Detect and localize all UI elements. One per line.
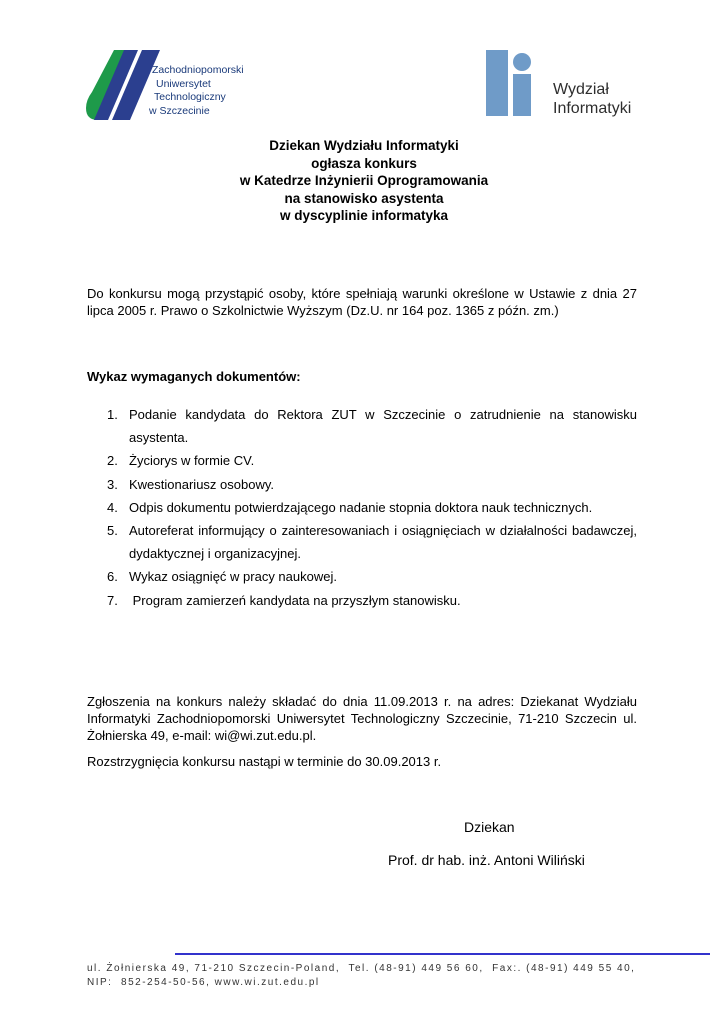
intro-paragraph: Do konkursu mogą przystąpić osoby, które spełniają warunki określone w Ustawie z dnia 27 lipca 2005 r. Prawo o Szkolnictwie Wyższym (Dz.U. nr 164 poz. 1365 z późn. zm.): [87, 286, 637, 318]
list-item-number: 5.: [107, 523, 118, 539]
wi-emblem-icon: [486, 50, 536, 116]
heading-line: w dyscyplinie informatyka: [279, 208, 449, 223]
signature-name: Prof. dr hab. inż. Antoni Wiliński: [388, 852, 585, 868]
footer-address: [87, 962, 635, 990]
list-item-text: Życiorys w formie CV.: [129, 453, 255, 469]
heading-line: Dziekan Wydziału Informatyki: [269, 138, 459, 153]
list-item: [87, 449, 637, 472]
signature-title: Dziekan: [464, 819, 515, 835]
zut-logo-line: Uniwersytet: [156, 77, 211, 90]
list-item: [87, 565, 637, 588]
resolution-paragraph: Rozstrzygnięcia konkursu nastąpi w terminie do 30.09.2013 r.: [87, 754, 442, 769]
footer-line: ul. Żołnierska 49, 71-210 Szczecin-Poland, Tel. (48-91) 449 56 60, Fax:. (48-91) 449 55 40,: [87, 963, 636, 974]
wi-logo-line: Informatyki: [553, 100, 632, 117]
list-item-text: Podanie kandydata do Rektora ZUT w Szczecinie o zatrudnienie na stanowisku asystenta.: [129, 407, 637, 446]
list-item-text: Kwestionariusz osobowy.: [129, 476, 274, 492]
list-item: [87, 519, 637, 565]
zut-logo-text: [149, 64, 244, 118]
zut-logo-line: Technologiczny: [154, 91, 226, 103]
zut-logo-line: w Szczecinie: [149, 104, 210, 117]
zut-logo-line: Zachodniopomorski: [152, 64, 244, 76]
list-item-number: 4.: [107, 499, 118, 515]
submission-paragraph: Zgłoszenia na konkurs należy składać do dnia 11.09.2013 r. na adres: Dziekanat Wydziału Informatyki Zachodniopomorski Uniwersytet Technologiczny Szczecinie, 71-210 Szczecin ul. Żołnierska 49, e-mail: wi@wi.zut.edu.pl.: [87, 694, 637, 743]
heading-line: w Katedrze Inżynierii Oprogramowania: [239, 173, 489, 188]
wi-logo-line: Wydział: [553, 81, 609, 98]
footer-line: NIP: 852-254-50-56, www.wi.zut.edu.pl: [87, 977, 320, 988]
announcement-heading: [90, 137, 638, 225]
list-item-text: Autoreferat informujący o zainteresowaniach i osiągnięciach w działalności badawczej, dydaktycznej i organizacyjnej.: [129, 523, 637, 562]
heading-line: na stanowisko asystenta: [284, 190, 444, 206]
list-item-number: 3.: [107, 476, 118, 492]
list-item-text: Wykaz osiągnięć w pracy naukowej.: [129, 569, 337, 585]
documents-heading: Wykaz wymaganych dokumentów:: [87, 369, 301, 384]
heading-line: ogłasza konkurs: [311, 155, 417, 171]
list-item-number: 7.: [107, 592, 118, 608]
list-item: [87, 403, 637, 449]
list-item-number: 1.: [107, 407, 118, 422]
list-item-number: 2.: [107, 453, 118, 469]
list-item-text: Program zamierzeń kandydata na przyszłym stanowisku.: [129, 592, 461, 608]
documents-list: [87, 403, 637, 612]
list-item-text: Odpis dokumentu potwierdzającego nadanie stopnia doktora nauk technicznych.: [129, 499, 593, 515]
footer-divider: [175, 953, 710, 955]
list-item: [87, 589, 637, 612]
zut-logo: [84, 50, 264, 122]
list-item: [87, 473, 637, 496]
wi-logo-text: [553, 80, 631, 118]
list-item: [87, 496, 637, 519]
wi-logo: [486, 50, 646, 120]
list-item-number: 6.: [107, 569, 118, 585]
